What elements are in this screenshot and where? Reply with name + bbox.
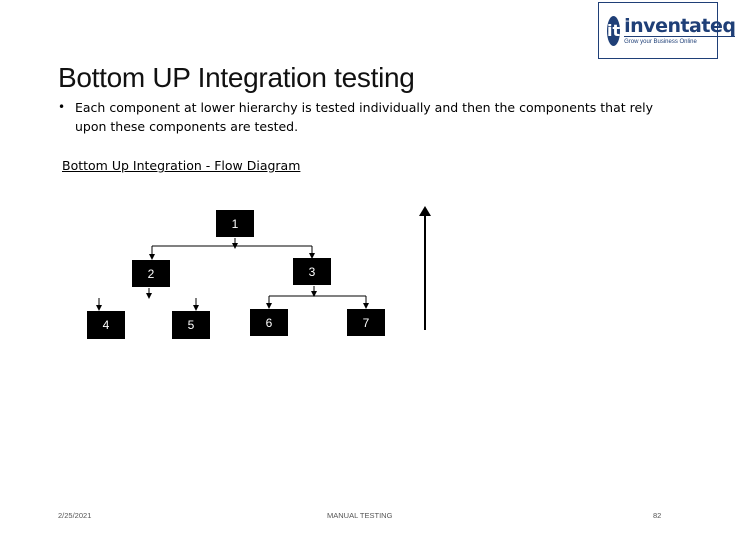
diagram-node-5: 5 [172,311,210,339]
bullet-text: Each component at lower hierarchy is tested individually and then the components that rely upon these components are tested. [75,100,654,134]
logo-mark: it [607,16,620,46]
bottom-up-arrow-head [419,206,431,216]
diagram-node-6: 6 [250,309,288,336]
diagram-node-2: 2 [132,260,170,287]
slide-title: Bottom UP Integration testing [58,62,415,93]
logo-tagline: Grow your Business Online [624,36,735,46]
logo-name: inventateq [624,14,735,37]
footer-date: 2/25/2021 [58,511,92,520]
diagram-heading: Bottom Up Integration - Flow Diagram [62,158,301,173]
footer-page-number: 82 [653,511,662,520]
footer-center: MANUAL TESTING [327,511,393,520]
bullet-icon: • [58,100,66,114]
diagram-node-7: 7 [347,309,385,336]
diagram-node-3: 3 [293,258,331,285]
diagram-node-4: 4 [87,311,125,339]
diagram-node-1: 1 [216,210,254,237]
